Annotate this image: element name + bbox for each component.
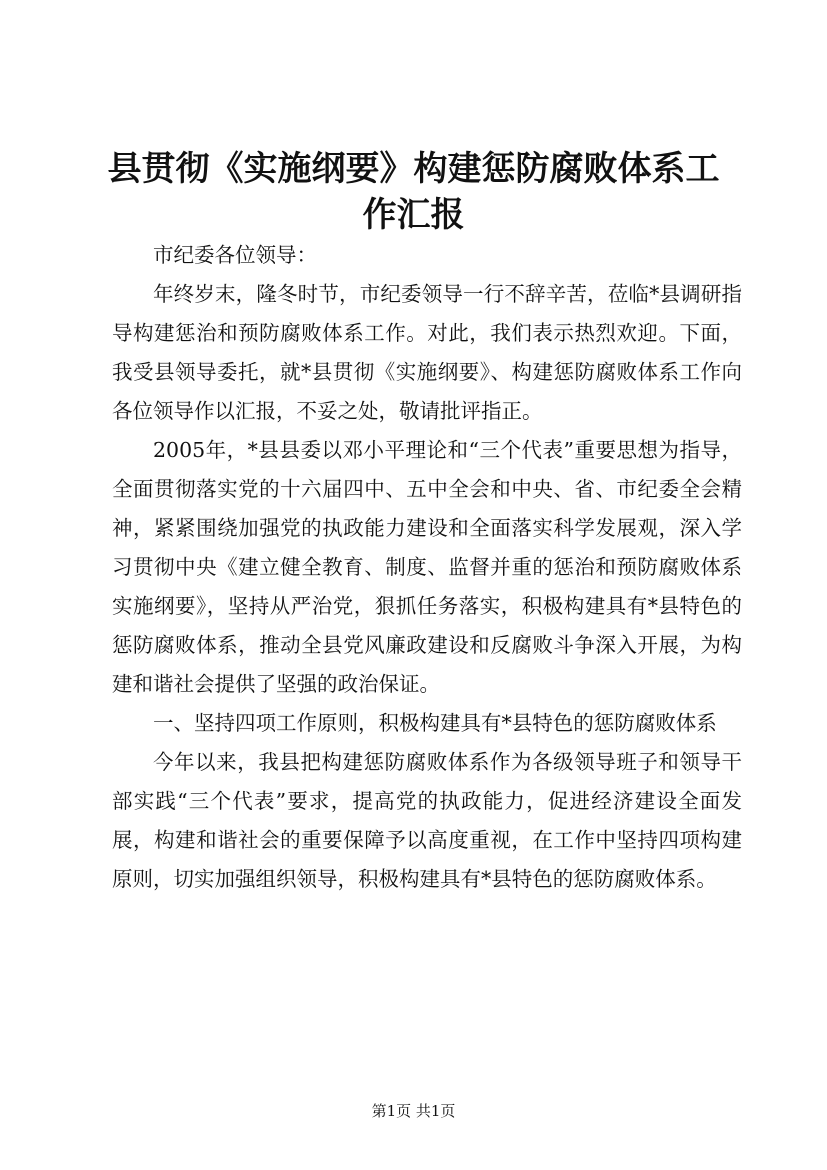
document-title: 县贯彻《实施纲要》构建惩防腐败体系工作汇报	[107, 149, 720, 235]
section-heading: 一、坚持四项工作原则，积极构建具有*县特色的惩防腐败体系	[153, 711, 717, 735]
paragraph-intro: 年终岁末，隆冬时节，市纪委领导一行不辞辛苦，莅临*县调研指导构建惩治和预防腐败体系工作。对此，我们表示热烈欢迎。下面，我受县领导委托，就*县贯彻《实施纲要》、构建惩防腐败体系工作向各位领导作以汇报，不妥之处，敬请批评指正。	[112, 282, 742, 423]
paragraph-summary: 2005年，*县县委以邓小平理论和“三个代表”重要思想为指导，全面贯彻落实党的十六届四中、五中全会和中央、省、市纪委全会精神，紧紧围绕加强党的执政能力建设和全面落实科学发展观，深入学习贯彻中央《建立健全教育、制度、监督并重的惩治和预防腐败体系实施纲要》，坚持从严治党，狠抓任务落实，积极构建具有*县特色的惩防腐败体系，推动全县党风廉政建设和反腐败斗争深入开展，为构建和谐社会提供了坚强的政治保证。	[112, 438, 742, 696]
paragraph-section-body: 今年以来，我县把构建惩防腐败体系作为各级领导班子和领导干部实践“三个代表”要求，提高党的执政能力，促进经济建设全面发展，构建和谐社会的重要保障予以高度重视，在工作中坚持四项构建原则，切实加强组织领导，积极构建具有*县特色的惩防腐败体系。	[112, 750, 742, 891]
page-footer: 第1页 共1页	[371, 1102, 456, 1120]
salutation: 市纪委各位领导：	[153, 243, 317, 267]
document-body	[112, 236, 742, 899]
